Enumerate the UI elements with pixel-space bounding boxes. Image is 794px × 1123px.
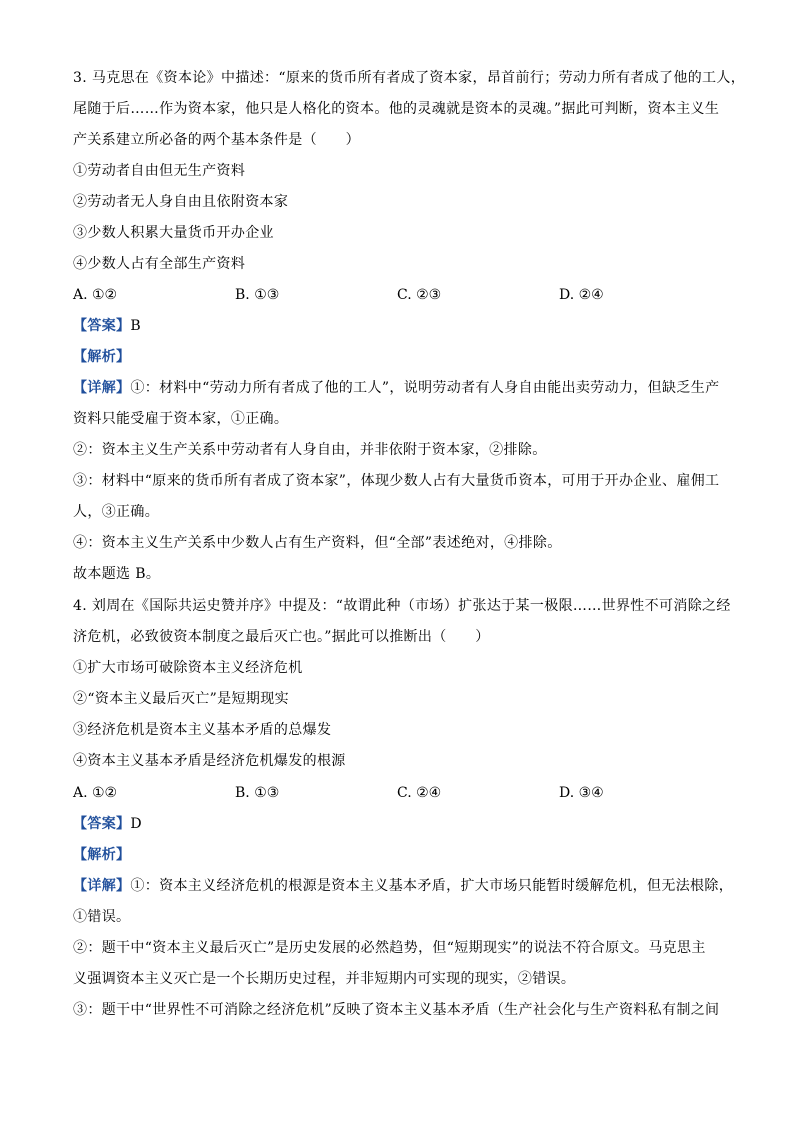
q4-detail-line: ③：题干中“世界性不可消除之经济危机”反映了资本主义基本矛盾（生产社会化与生产资料私有制之间 <box>73 1002 720 1018</box>
q4-option-d: D. ③④ <box>559 785 604 801</box>
q3-statement-4: ④少数人占有全部生产资料 <box>73 256 246 272</box>
q4-statement-4: ④资本主义基本矛盾是经济危机爆发的根源 <box>73 753 346 769</box>
q4-option-c: C. ②④ <box>397 785 442 801</box>
q3-detail-line <box>73 378 733 398</box>
q3-answer <box>73 316 733 336</box>
q3-stem-line: 3. 马克思在《资本论》中描述：“原来的货币所有者成了资本家，昂首前行；劳动力所有者成了他的工人， <box>73 70 746 86</box>
q4-answer <box>73 814 733 834</box>
q4-analysis <box>73 845 733 865</box>
q3-detail-line: ④：资本主义生产关系中少数人占有生产资料，但“全部”表述绝对，④排除。 <box>73 535 562 551</box>
q3-statement-3: ③少数人积累大量货币开办企业 <box>73 225 274 241</box>
detail-tag: 【详解】 <box>73 380 131 396</box>
q3-stem-line: 尾随于后……作为资本家，他只是人格化的资本。他的灵魂就是资本的灵魂。”据此可判断，资本主义生 <box>73 101 720 117</box>
detail-text: ①：材料中“劳动力所有者成了他的工人”，说明劳动者有人身自由能出卖劳动力，但缺乏生产 <box>130 380 720 396</box>
analysis-tag: 【解析】 <box>73 349 131 365</box>
q4-option-a: A. ①② <box>73 785 118 801</box>
q3-detail-line: 人，③正确。 <box>73 504 160 520</box>
q3-option-b: B. ①③ <box>235 287 280 303</box>
detail-text: ①：资本主义经济危机的根源是资本主义基本矛盾，扩大市场只能暂时缓解危机，但无法根除， <box>130 878 734 894</box>
answer-tag: 【答案】 <box>73 318 131 334</box>
q4-statement-2: ②“资本主义最后灭亡”是短期现实 <box>73 691 289 707</box>
q4-statement-3: ③经济危机是资本主义基本矛盾的总爆发 <box>73 722 332 738</box>
q4-option-b: B. ①③ <box>235 785 280 801</box>
answer-value: D <box>130 816 142 832</box>
q3-option-a: A. ①② <box>73 287 118 303</box>
q3-statement-2: ②劳动者无人身自由且依附资本家 <box>73 194 289 210</box>
analysis-tag: 【解析】 <box>73 847 131 863</box>
q3-option-c: C. ②③ <box>397 287 442 303</box>
q3-statement-1: ①劳动者自由但无生产资料 <box>73 163 246 179</box>
q3-stem-line: 产关系建立所必备的两个基本条件是（ ） <box>73 132 360 148</box>
q4-detail-line: ②：题干中“资本主义最后灭亡”是历史发展的必然趋势，但“短期现实”的说法不符合原文。马克思主 <box>73 940 706 956</box>
q3-conclusion: 故本题选 B。 <box>73 566 161 582</box>
q3-detail-line: ③：材料中“原来的货币所有者成了资本家”，体现少数人占有大量货币资本，可用于开办企业、雇佣工 <box>73 473 720 489</box>
q3-detail-line: ②：资本主义生产关系中劳动者有人身自由，并非依附于资本家，②排除。 <box>73 442 547 458</box>
q3-option-d: D. ②④ <box>559 287 604 303</box>
q3-detail-line: 资料只能受雇于资本家，①正确。 <box>73 411 289 427</box>
q3-analysis <box>73 347 733 367</box>
q4-detail-line: ①错误。 <box>73 909 131 925</box>
q4-stem-line: 4. 刘周在《国际共运史赞并序》中提及：“故谓此种（市场）扩张达于某一极限……世界性不可消除之经 <box>73 598 731 614</box>
q4-statement-1: ①扩大市场可破除资本主义经济危机 <box>73 660 303 676</box>
q4-detail-line: 义强调资本主义灭亡是一个长期历史过程，并非短期内可实现的现实，②错误。 <box>73 971 576 987</box>
q4-detail-line <box>73 876 733 896</box>
detail-tag: 【详解】 <box>73 878 131 894</box>
answer-value: B <box>130 318 142 334</box>
q4-stem-line: 济危机，必致彼资本制度之最后灭亡也。”据此可以推断出（ ） <box>73 629 490 645</box>
q3-options <box>73 285 733 305</box>
answer-tag: 【答案】 <box>73 816 131 832</box>
q4-options <box>73 783 733 803</box>
